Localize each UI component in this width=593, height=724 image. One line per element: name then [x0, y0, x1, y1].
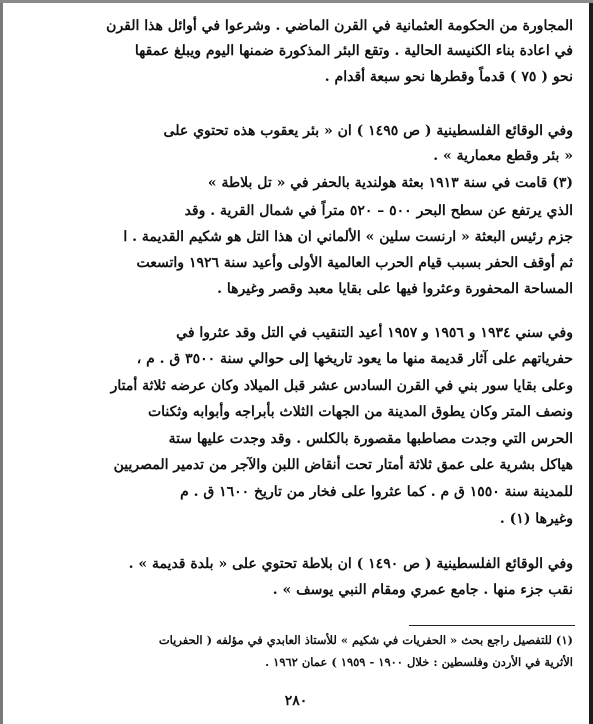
footnote-line-2: الأثرية في الأردن وفلسطين : خلال ١٩٠٠ - ١٩٥٩ ) عمان ١٩٦٢ . — [265, 655, 573, 669]
paragraph1-line-1: المجاورة من الحكومة العثمانية في القرن الماضي . وشرعوا في أوائل هذا القرن — [106, 18, 573, 34]
paragraph4-line-4: ونصف المتر وكان يطوق المدينة من الجهات الثلاث بأبراجه وأبوابه وثكنات — [147, 404, 573, 420]
paragraph4-line-3: وعلى بقايا سور بني في القرن السادس عشر قبل الميلاد وكان عرضه ثلاثة أمتار — [110, 378, 573, 394]
paragraph1-line-2: في اعادة بناء الكنيسة الحالية . وتقع البئر المذكورة ضمنها اليوم ويبلغ عمقها — [134, 43, 573, 59]
book-page — [3, 3, 593, 724]
paragraph3-line-1: (٣) قامت في سنة ١٩١٣ بعثة هولندية بالحفر في « تل بلاطة » — [207, 175, 573, 191]
page-number: ٢٨٠ — [284, 693, 308, 709]
paragraph2-line-2: « بئر وقطع معمارية » . — [433, 148, 573, 164]
paragraph4-line-8: وغيرها (١) . — [499, 511, 573, 527]
paragraph5-line-1: وفي الوقائع الفلسطينية ( ص ١٤٩٠ ) ان بلاطة تحتوي على « بلدة قديمة » . — [128, 556, 573, 572]
paragraph4-line-7: للمدينة سنة ١٥٥٠ ق م . كما عثروا على فخار من تاريخ ١٦٠٠ ق . م — [180, 484, 573, 500]
footnote-line-1: (١) للتفصيل راجع بحث « الحفريات في شكيم » للأستاذ العابدي في مؤلفه ( الحفريات — [158, 633, 573, 647]
paragraph1-line-3: نحو ( ٧٥ ) قدماً وقطرها نحو سبعة أقدام . — [324, 69, 573, 85]
paragraph3-line-5: المساحة المحفورة وعثروا فيها على بقايا معبد وقصر وغيرها . — [217, 281, 573, 297]
paragraph4-line-1: وفي سني ١٩٣٤ و ١٩٥٦ و ١٩٥٧ أعيد التنقيب في التل وقد عثروا في — [176, 325, 573, 341]
paragraph4-line-5: الحرس التي وجدت مصاطبها مقصورة بالكلس . وقد وجدت عليها ستة — [168, 431, 573, 447]
paragraph3-line-3: جزم رئيس البعثة « ارنست سلين » الألماني ان هذا التل هو شكيم القديمة . ا — [123, 229, 573, 245]
paragraph2-line-1: وفي الوقائع الفلسطينية ( ص ١٤٩٥ ) ان « بئر يعقوب هذه تحتوي على — [163, 123, 573, 139]
footnote-separator — [409, 625, 575, 626]
paragraph4-line-6: هياكل بشرية على عمق ثلاثة أمتار تحت أنقاض اللبن والآجر من تدمير المصريين — [113, 457, 573, 473]
paragraph4-line-2: حفرياتهم على آثار قديمة منها ما يعود تاريخها إلى حوالي سنة ٣٥٠٠ ق . م ، — [136, 351, 573, 367]
paragraph3-line-2: الذي يرتفع عن سطح البحر ٥٠٠ – ٥٢٠ متراً في شمال القرية . وقد — [184, 203, 573, 219]
paragraph5-line-2: نقب جزء منها . جامع عمري ومقام النبي يوسف » . — [272, 582, 573, 598]
paragraph3-line-4: ثم أوقف الحفر بسبب قيام الحرب العالمية الأولى وأعيد سنة ١٩٢٦ واتسعت — [136, 255, 573, 271]
